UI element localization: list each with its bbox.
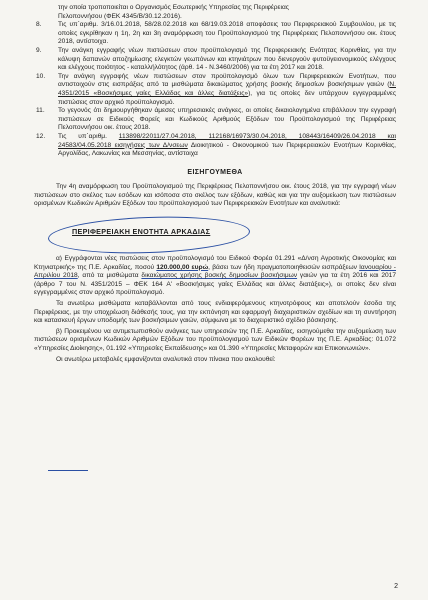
sub-a-period: Ιανουαρίου - Απριλίου 2018	[34, 263, 396, 280]
unit-title: ΠΕΡΙΦΕΡΕΙΑΚΗ ΕΝΟΤΗΤΑ ΑΡΚΑΔΙΑΣ	[72, 227, 211, 237]
sub-a-text-2: , βάσει των ήδη πραγματοποιηθεισών εισπράξεων	[208, 263, 360, 271]
item-number: 8.	[36, 21, 42, 29]
top-line-2: Πελοποννήσου (ΦΕΚ 4345/Β/30.12.2016).	[58, 12, 182, 20]
page-number: 2	[394, 583, 398, 590]
sub-a-underlined: δικαιώματος χρήσης βοσκής δημοσίων βοσκήσιμων	[141, 272, 298, 280]
item-text: Τις υπ΄αριθμ. 3/16.01.2018, 58/28.02.2018 και 68/19.03.2018 αποφάσεις του Περιφερειακού Συμβουλίου, με τις οποίες εγκρίθηκαν η 1η, 2η και 3η αναμόρφωση του Προϋπολογισμού της Περιφέρειας Πελοποννήσου οικ. έτους 2018, αντίστοιχα.	[58, 21, 396, 46]
list-item-10	[34, 73, 396, 107]
item-text: Την ανάγκη εγγραφής νέων πιστώσεων στον προϋπολογισμό της Περιφερειακής Ενότητας Κορινθίας, για την κάλυψη δαπανών αποζημίωσης ελεγκτών γεωπόνων και κτηνιάτρων που διενεργούν φυτοϋγειονομικούς ελέγχους και ελέγχους ποιότητος - καταλλήλότητος (άρθ. 14 - Ν.3460/2006) για τα έτη 2017 και 2018.	[58, 46, 396, 72]
sub-a-text-4: γαιών για τα έτη 2016 και 2017 (άρθρο 7 του Ν. 4351/2015 – ΦΕΚ 164 Α' «Βοσκήσιμες γαίες Ελλάδας και άλλες διατάξεις»), οι οποίες δεν είναι εγγεγραμμένες στον αρχικό προϋπολογισμό.	[34, 272, 396, 297]
item-text: Το γεγονός ότι δημιουργήθηκαν άμεσες υπηρεσιακές ανάγκες, οι οποίες δικαιολογημένα επιβάλλουν την εγγραφή πιστώσεων σε Ειδικούς Φορείς και Κωδικούς Αριθμούς Εξόδων του Προϋπολογισμού της Περιφέρειας Πελοποννήσου οικ. έτους 2018.	[58, 107, 396, 132]
sub-a-text-1: α) Εγγράφονται νέες πιστώσεις στον προϋπολογισμό του Ειδικού Φορέα 01.291 «Δ/νση Αγροτικής Οικονομίας και Κτηνιατρικής» της Π.Ε. Αρκαδίας, ποσού	[34, 255, 396, 271]
subparagraph-b: β) Προκειμένου να αντιμετωπισθούν ανάγκες των υπηρεσιών της Π.Ε. Αρκαδίας, εισηγούμεθα την αυξομείωση των πιστώσεων ορισμένων Κωδικών Αριθμών Εξόδων του προϋπολογισμού των Ειδικών Φορέων της Π.Ε. Αρκαδίας: 01.072 «Υπηρεσίες Διοίκησης», 01.192 «Υπηρεσίες Εκπαίδευσης» και 01.390 «Υπηρεσίες Μεταφορών και Επικοινωνιών».	[34, 327, 396, 352]
list-item-11	[34, 107, 396, 133]
top-continuation	[34, 0, 396, 21]
item-number: 10.	[36, 72, 46, 80]
item-number: 11.	[36, 107, 45, 115]
item-text-pre: Τις υπ΄αριθμ.	[58, 132, 119, 140]
sub-a-amount: 120.000,00 ευρώ	[156, 263, 209, 271]
list-item-12	[34, 133, 396, 159]
sub-a-text-3: , από τα μισθώματα	[77, 272, 142, 280]
item-text-underlined: 113898/22011/27.04.2018, 112168/16973/30.04.2018, 108443/16409/26.04.2018 και 24583/04.05.2018 εισηγήσεις των Δ/νσεων	[58, 132, 396, 149]
item-text	[58, 133, 396, 159]
item-text-pre: Την ανάγκη εγγραφής νέων πιστώσεων στον προϋπολογισμό όλων των Περιφερειακών Ενοτήτων, που αντιστοιχούν στις εισπράξεις από τα μισθώματα δικαιώματος χρήσης βοσκής δημοσίων βοσκήσιμων γαιών (	[58, 72, 396, 89]
item-text	[58, 73, 396, 107]
closing-line: Οι ανωτέρω μεταβολές εμφανίζονται αναλυτικά στον πίνακα που ακολουθεί:	[56, 355, 276, 363]
section-heading: ΕΙΣΗΓΟΥΜΕΘΑ	[187, 168, 243, 176]
item-number: 9.	[36, 46, 42, 54]
document-body	[34, 0, 396, 366]
intro-paragraph: Την 4η αναμόρφωση του Προϋπολογισμού της Περιφέρειας Πελοποννήσου οικ. έτους 2018, για την εγγραφή νέων πιστώσεων στο σκέλος των εσόδων και ισόποσα στο σκέλος των εξόδων, καθώς και για την αυξομείωση των πιστώσεων ορισμένων Κωδικών Αριθμών Εξόδων του προϋπολογισμού των Περιφερειακών Ενοτήτων και αναλυτικά:	[34, 183, 396, 208]
item-text-post: ), για τις οποίες δεν υπάρχουν εγγεγραμμένες πιστώσεις στον αρχικό προϋπολογισμό.	[58, 89, 396, 106]
pen-underline-mark	[48, 470, 88, 471]
item-text-underlined: Ν. 4351/2015 «Βοσκήσιμες γαίες Ελλάδας και άλλες διατάξεις»	[58, 81, 396, 97]
top-line-1: την οποία τροποποιείται ο Οργανισμός Εσωτερικής Υπηρεσίας της Περιφέρειας	[58, 4, 289, 11]
item-text-post: Διοικητικού - Οικονομικού των Περιφερειακών Ενοτήτων Κορινθίας, Αργολίδας, Λακωνίας και Μεσσηνίας, αντίστοιχα	[58, 141, 396, 158]
paragraph-above: Τα ανωτέρω μισθώματα καταβάλλονται από τους ενδιαφερόμενους κτηνοτρόφους και αποτελούν έσοδα της Περιφέρειας, με την υποχρέωση διάθεσής τους, για την εκπόνηση και εφαρμογή διαχειριστικών σχεδίων και τη συντήρηση και κατασκευή έργων υποδομής των βοσκήσιμων γαιών, σύμφωνα με το διαχειριστικό σχέδιο βόσκησης.	[34, 300, 396, 325]
list-item-8	[34, 21, 396, 47]
item-number: 12.	[36, 132, 46, 140]
list-item-9	[34, 47, 396, 73]
subparagraph-a	[34, 255, 396, 298]
unit-heading-block	[34, 213, 396, 255]
